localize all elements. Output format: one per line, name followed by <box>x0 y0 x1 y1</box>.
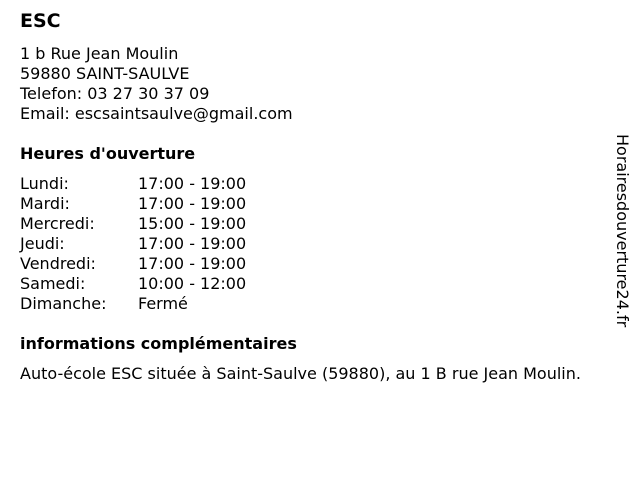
phone-number: Telefon: 03 27 30 37 09 <box>20 84 210 103</box>
hours-row-tuesday <box>20 194 600 214</box>
hours-day: Jeudi: <box>20 234 65 253</box>
email-address: Email: escsaintsaulve@gmail.com <box>20 104 293 123</box>
hours-row-friday <box>20 254 600 274</box>
opening-hours-table <box>20 174 600 314</box>
site-watermark: Horairesdouverture24.fr <box>613 134 632 328</box>
hours-time: 17:00 - 19:00 <box>138 234 247 253</box>
hours-day: Mardi: <box>20 194 70 213</box>
address-block <box>20 44 600 124</box>
hours-time: 10:00 - 12:00 <box>138 274 247 293</box>
hours-time: 17:00 - 19:00 <box>138 174 247 193</box>
opening-hours-heading: Heures d'ouverture <box>20 144 196 163</box>
hours-day: Lundi: <box>20 174 69 193</box>
hours-day: Dimanche: <box>20 294 107 313</box>
hours-day: Mercredi: <box>20 214 95 233</box>
additional-info-heading: informations complémentaires <box>20 334 297 353</box>
hours-time: 17:00 - 19:00 <box>138 254 247 273</box>
hours-row-thursday <box>20 234 600 254</box>
hours-time: Fermé <box>138 294 188 313</box>
business-listing <box>20 0 600 384</box>
hours-row-saturday <box>20 274 600 294</box>
hours-row-wednesday <box>20 214 600 234</box>
hours-row-sunday <box>20 294 600 314</box>
city-postal: 59880 SAINT-SAULVE <box>20 64 190 83</box>
hours-time: 17:00 - 19:00 <box>138 194 247 213</box>
business-title: ESC <box>20 10 61 32</box>
hours-day: Vendredi: <box>20 254 96 273</box>
hours-row-monday <box>20 174 600 194</box>
additional-info-text: Auto-école ESC située à Saint-Saulve (59880), au 1 B rue Jean Moulin. <box>20 364 581 383</box>
hours-day: Samedi: <box>20 274 86 293</box>
hours-time: 15:00 - 19:00 <box>138 214 247 233</box>
street-address: 1 b Rue Jean Moulin <box>20 44 179 63</box>
